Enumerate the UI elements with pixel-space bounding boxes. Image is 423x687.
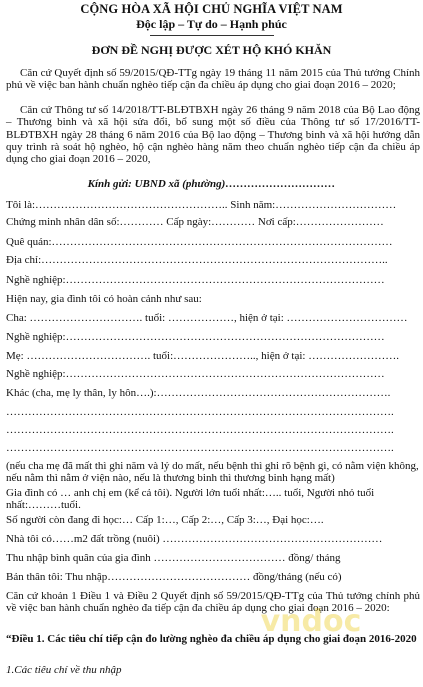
field-siblings: Gia đình có … anh chị em (kể cả tôi). Người lớn tuổi nhất:….. tuổi, Người nhỏ tuổi nhất:………tuổi. <box>6 487 375 512</box>
field-occupation: Nghề nghiệp:…………………………………………………………………………… <box>6 274 385 286</box>
decision-reference: Căn cứ khoản 1 Điều 1 và Điều 2 Quyết định số 59/2015/QĐ-TTg của Thủ tướng chính phủ về việc ban hành chuẩn nghèo đa tiếp cận đa chiều áp dụng cho giai đoạn 2016 – 2020: <box>6 590 420 615</box>
field-family-income: Thu nhập bình quân của gia đình ……………………………… đồng/ tháng <box>6 552 341 564</box>
blank-line-1: ……………………………………………………………………………………………. <box>6 406 394 418</box>
parents-note: (nếu cha mẹ đã mất thì ghi năm và lý do mất, nếu bệnh thì ghi rõ bệnh gì, có nằm viện không, nếu nằm thì nằm ở viện nào, nếu là thương binh thì thương binh hạng mất) <box>6 460 419 485</box>
field-other-situation: Khác (cha, mẹ ly thân, ly hôn….):………………………………………………………. <box>6 387 391 399</box>
document-title: ĐƠN ĐỀ NGHỊ ĐƯỢC XÉT HỘ KHÓ KHĂN <box>91 43 332 57</box>
watermark-text: vndoc <box>260 604 362 639</box>
field-hometown: Quê quán:………………………………………………………………………………… <box>6 236 393 248</box>
basis-paragraph-1: Căn cứ Quyết định số 59/2015/QĐ-TTg ngày 19 tháng 11 năm 2015 của Thủ tướng Chính phủ về việc ban hành chuẩn nghèo tiếp cận đa chiều áp dụng cho giai đoạn 2016 – 2020; <box>6 67 420 92</box>
field-father-occupation: Nghề nghiệp:…………………………………………………………………………… <box>6 331 385 343</box>
basis-paragraph-2: Căn cứ Thông tư số 14/2018/TT-BLĐTBXH ngày 26 tháng 9 năm 2018 của Bộ Lao động – Thương binh và xã hội sửa đổi, bổ sung một số điều của Thông tư số 17/2016/TT-BLĐTBXH ngày 28 tháng 6 năm 2016 của Bộ lao động – Thương binh và xã hội hướng dẫn quy trình rà soát hộ nghèo, hộ cận nghèo hàng năm theo chuẩn nghèo tiếp cận đa chiều áp dụng cho giai đoạn 2016 – 2020, <box>6 104 420 166</box>
country-name: CỘNG HÒA XÃ HỘI CHỦ NGHĨA VIỆT NAM <box>80 2 343 16</box>
national-motto: Độc lập – Tự do – Hạnh phúc <box>136 17 287 31</box>
recipient-line: Kính gửi: UBND xã (phường)………………………… <box>87 178 336 190</box>
field-land: Nhà tôi có……m2 đất trồng (nuôi) …………………………………………………… <box>6 533 383 545</box>
blank-line-2: ……………………………………………………………………………………………. <box>6 424 394 436</box>
field-mother: Mẹ: ……………………………. tuổi:………………….., hiện ở tại: ……………………. <box>6 350 399 362</box>
field-address: Địa chỉ:………………………………………………………………………………….. <box>6 254 388 266</box>
header-divider <box>150 35 274 36</box>
field-mother-occupation: Nghề nghiệp:…………………………………………………………………………… <box>6 368 385 380</box>
field-personal-income: Bản thân tôi: Thu nhập………………………………… đồng/tháng (nếu có) <box>6 571 342 583</box>
income-criteria-heading: 1.Các tiêu chí về thu nhập <box>6 664 122 676</box>
watermark-logo <box>236 600 386 640</box>
field-id-card: Chứng minh nhân dân số:………… Cấp ngày:………… Nơi cấp:…………………… <box>6 216 384 228</box>
family-situation-intro: Hiện nay, gia đình tôi có hoàn cảnh như sau: <box>6 293 202 305</box>
blank-line-3: ……………………………………………………………………………………………. <box>6 442 394 454</box>
article-1-heading: “Điều 1. Các tiêu chí tiếp cận đo lường nghèo đa chiều áp dụng cho giai đoạn 2016-2020 <box>6 633 417 645</box>
field-full-name: Tôi là:…………………………………………….. Sinh năm:…………………………… <box>6 199 397 211</box>
field-students: Số người còn đang đi học:… Cấp 1:…, Cấp 2:…, Cấp 3:…, Đại học:…. <box>6 514 324 526</box>
field-father: Cha: …………………………. tuổi: ………………, hiện ở tại: …………………………… <box>6 312 408 324</box>
